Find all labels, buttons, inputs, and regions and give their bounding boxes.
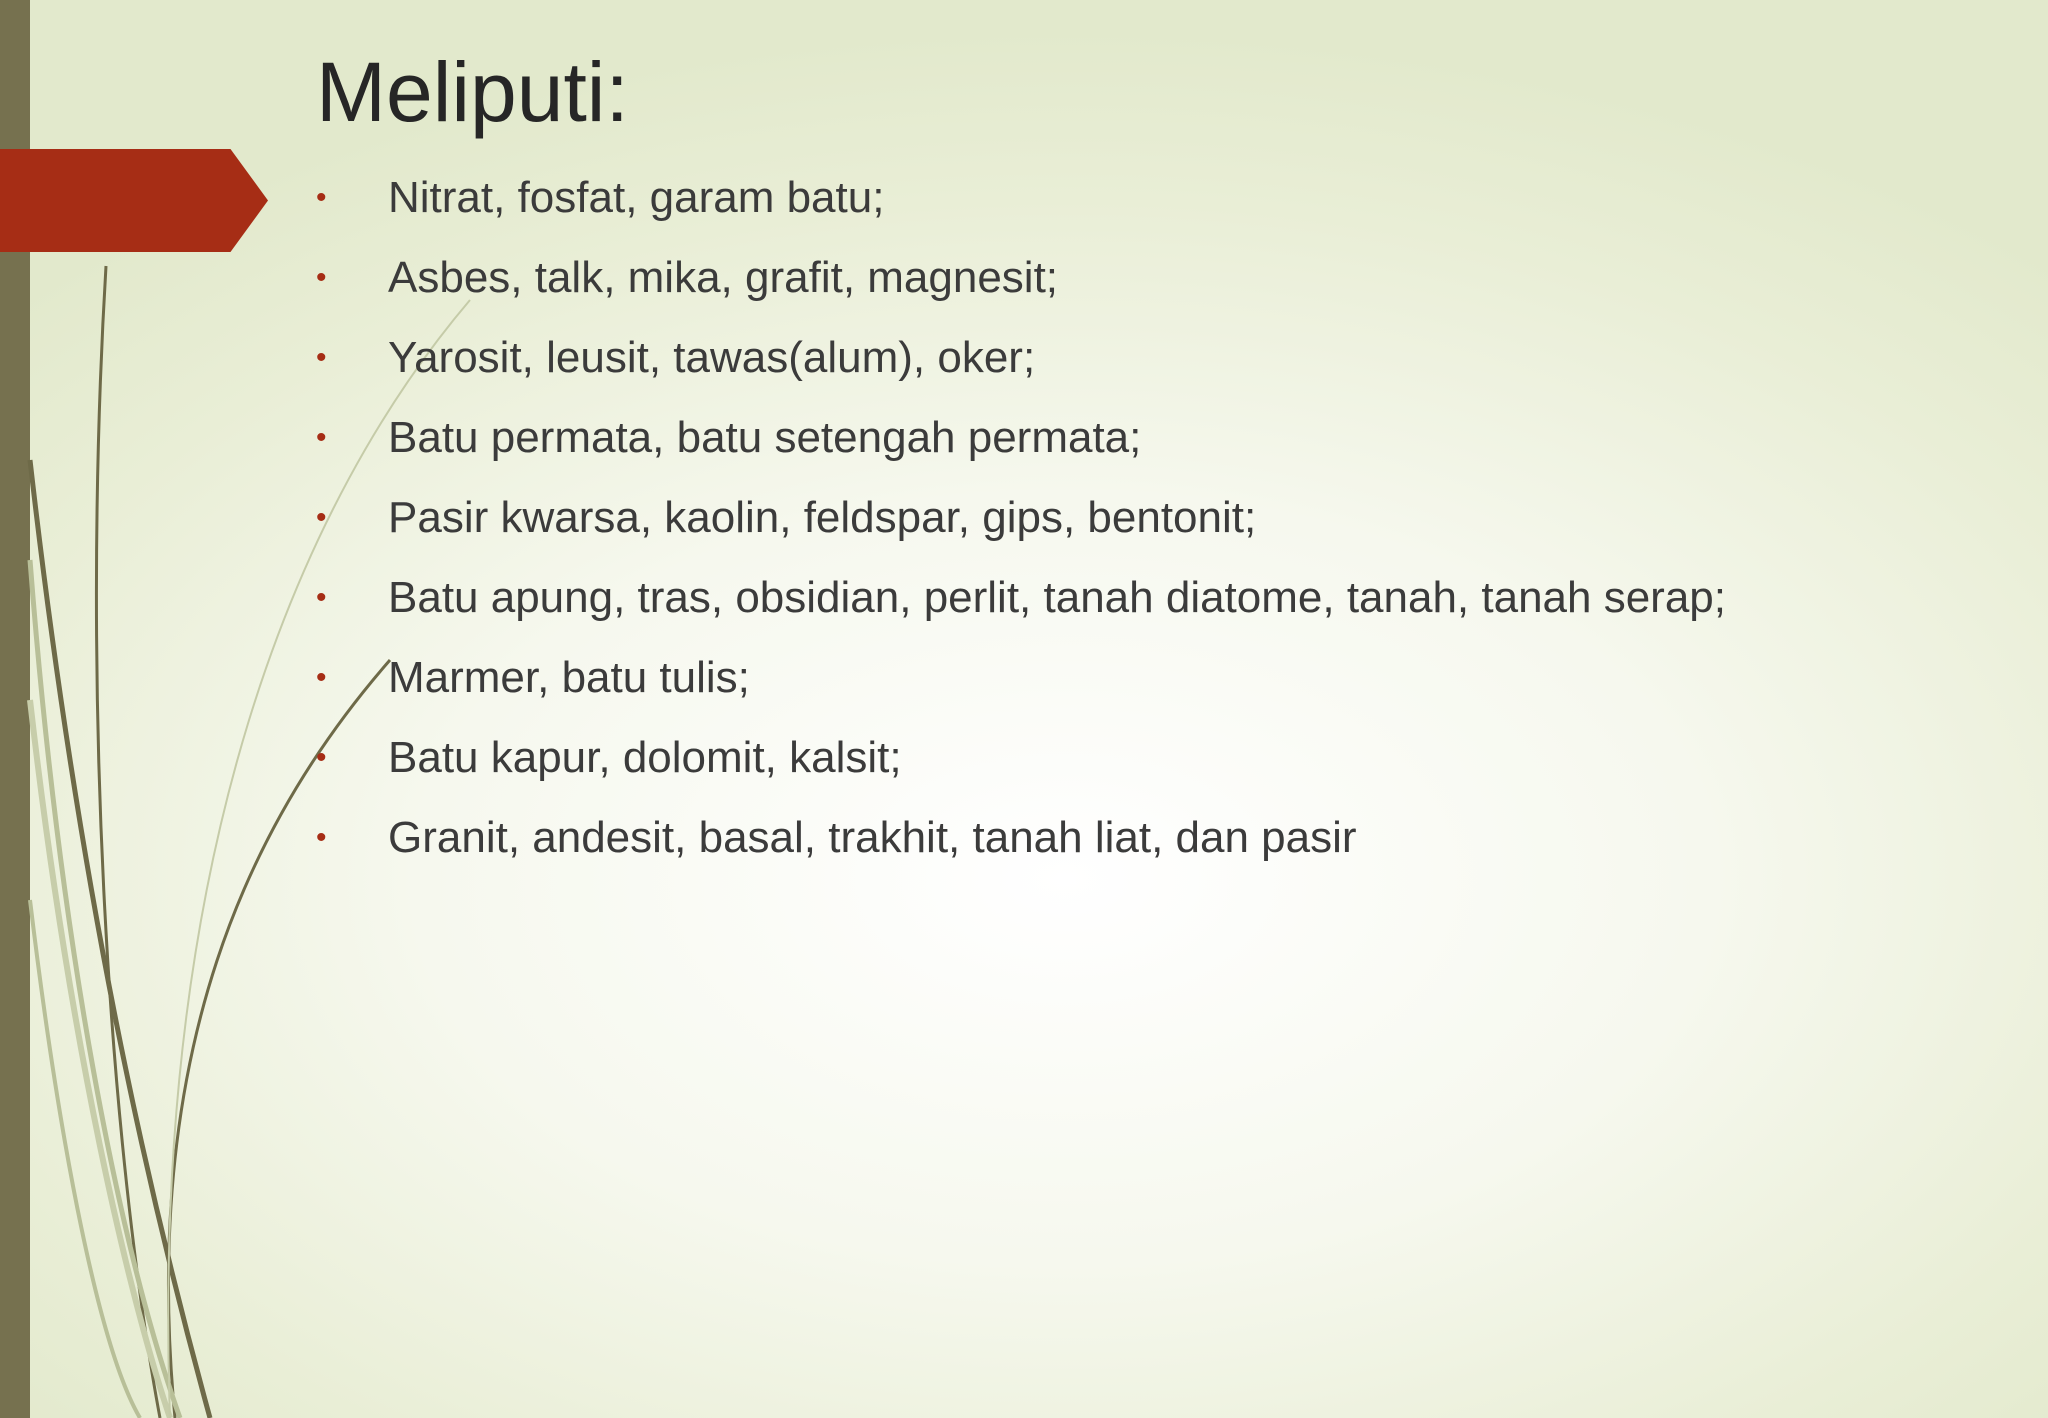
list-item-text: Granit, andesit, basal, trakhit, tanah liat, dan pasir bbox=[388, 813, 1357, 862]
list-item bbox=[316, 410, 1736, 466]
bullet-icon: • bbox=[316, 341, 327, 374]
list-item bbox=[316, 650, 1736, 706]
slide-title: Meliputi: bbox=[316, 45, 629, 139]
bullet-icon: • bbox=[316, 501, 327, 534]
bullet-icon: • bbox=[316, 581, 327, 614]
bullet-icon: • bbox=[316, 181, 327, 214]
bullet-icon: • bbox=[316, 661, 327, 694]
list-item-text: Nitrat, fosfat, garam batu; bbox=[388, 173, 885, 222]
list-item-text: Yarosit, leusit, tawas(alum), oker; bbox=[388, 333, 1036, 382]
list-item bbox=[316, 810, 1736, 866]
list-item-text: Asbes, talk, mika, grafit, magnesit; bbox=[388, 253, 1059, 302]
list-item-text: Batu kapur, dolomit, kalsit; bbox=[388, 733, 902, 782]
list-item-text: Pasir kwarsa, kaolin, feldspar, gips, bentonit; bbox=[388, 493, 1257, 542]
red-arrow-tab bbox=[0, 149, 268, 252]
bullet-icon: • bbox=[316, 821, 327, 854]
list-item-text: Marmer, batu tulis; bbox=[388, 653, 750, 702]
list-item bbox=[316, 170, 1736, 226]
bullet-icon: • bbox=[316, 741, 327, 774]
list-item-text: Batu apung, tras, obsidian, perlit, tanah diatome, tanah, tanah serap; bbox=[388, 573, 1727, 622]
bullet-icon: • bbox=[316, 421, 327, 454]
list-item-text: Batu permata, batu setengah permata; bbox=[388, 413, 1142, 462]
list-item bbox=[316, 730, 1736, 786]
list-item bbox=[316, 330, 1736, 386]
list-item bbox=[316, 570, 1736, 626]
list-item bbox=[316, 250, 1736, 306]
bullet-icon: • bbox=[316, 261, 327, 294]
bullet-list bbox=[316, 170, 1736, 890]
list-item bbox=[316, 490, 1736, 546]
